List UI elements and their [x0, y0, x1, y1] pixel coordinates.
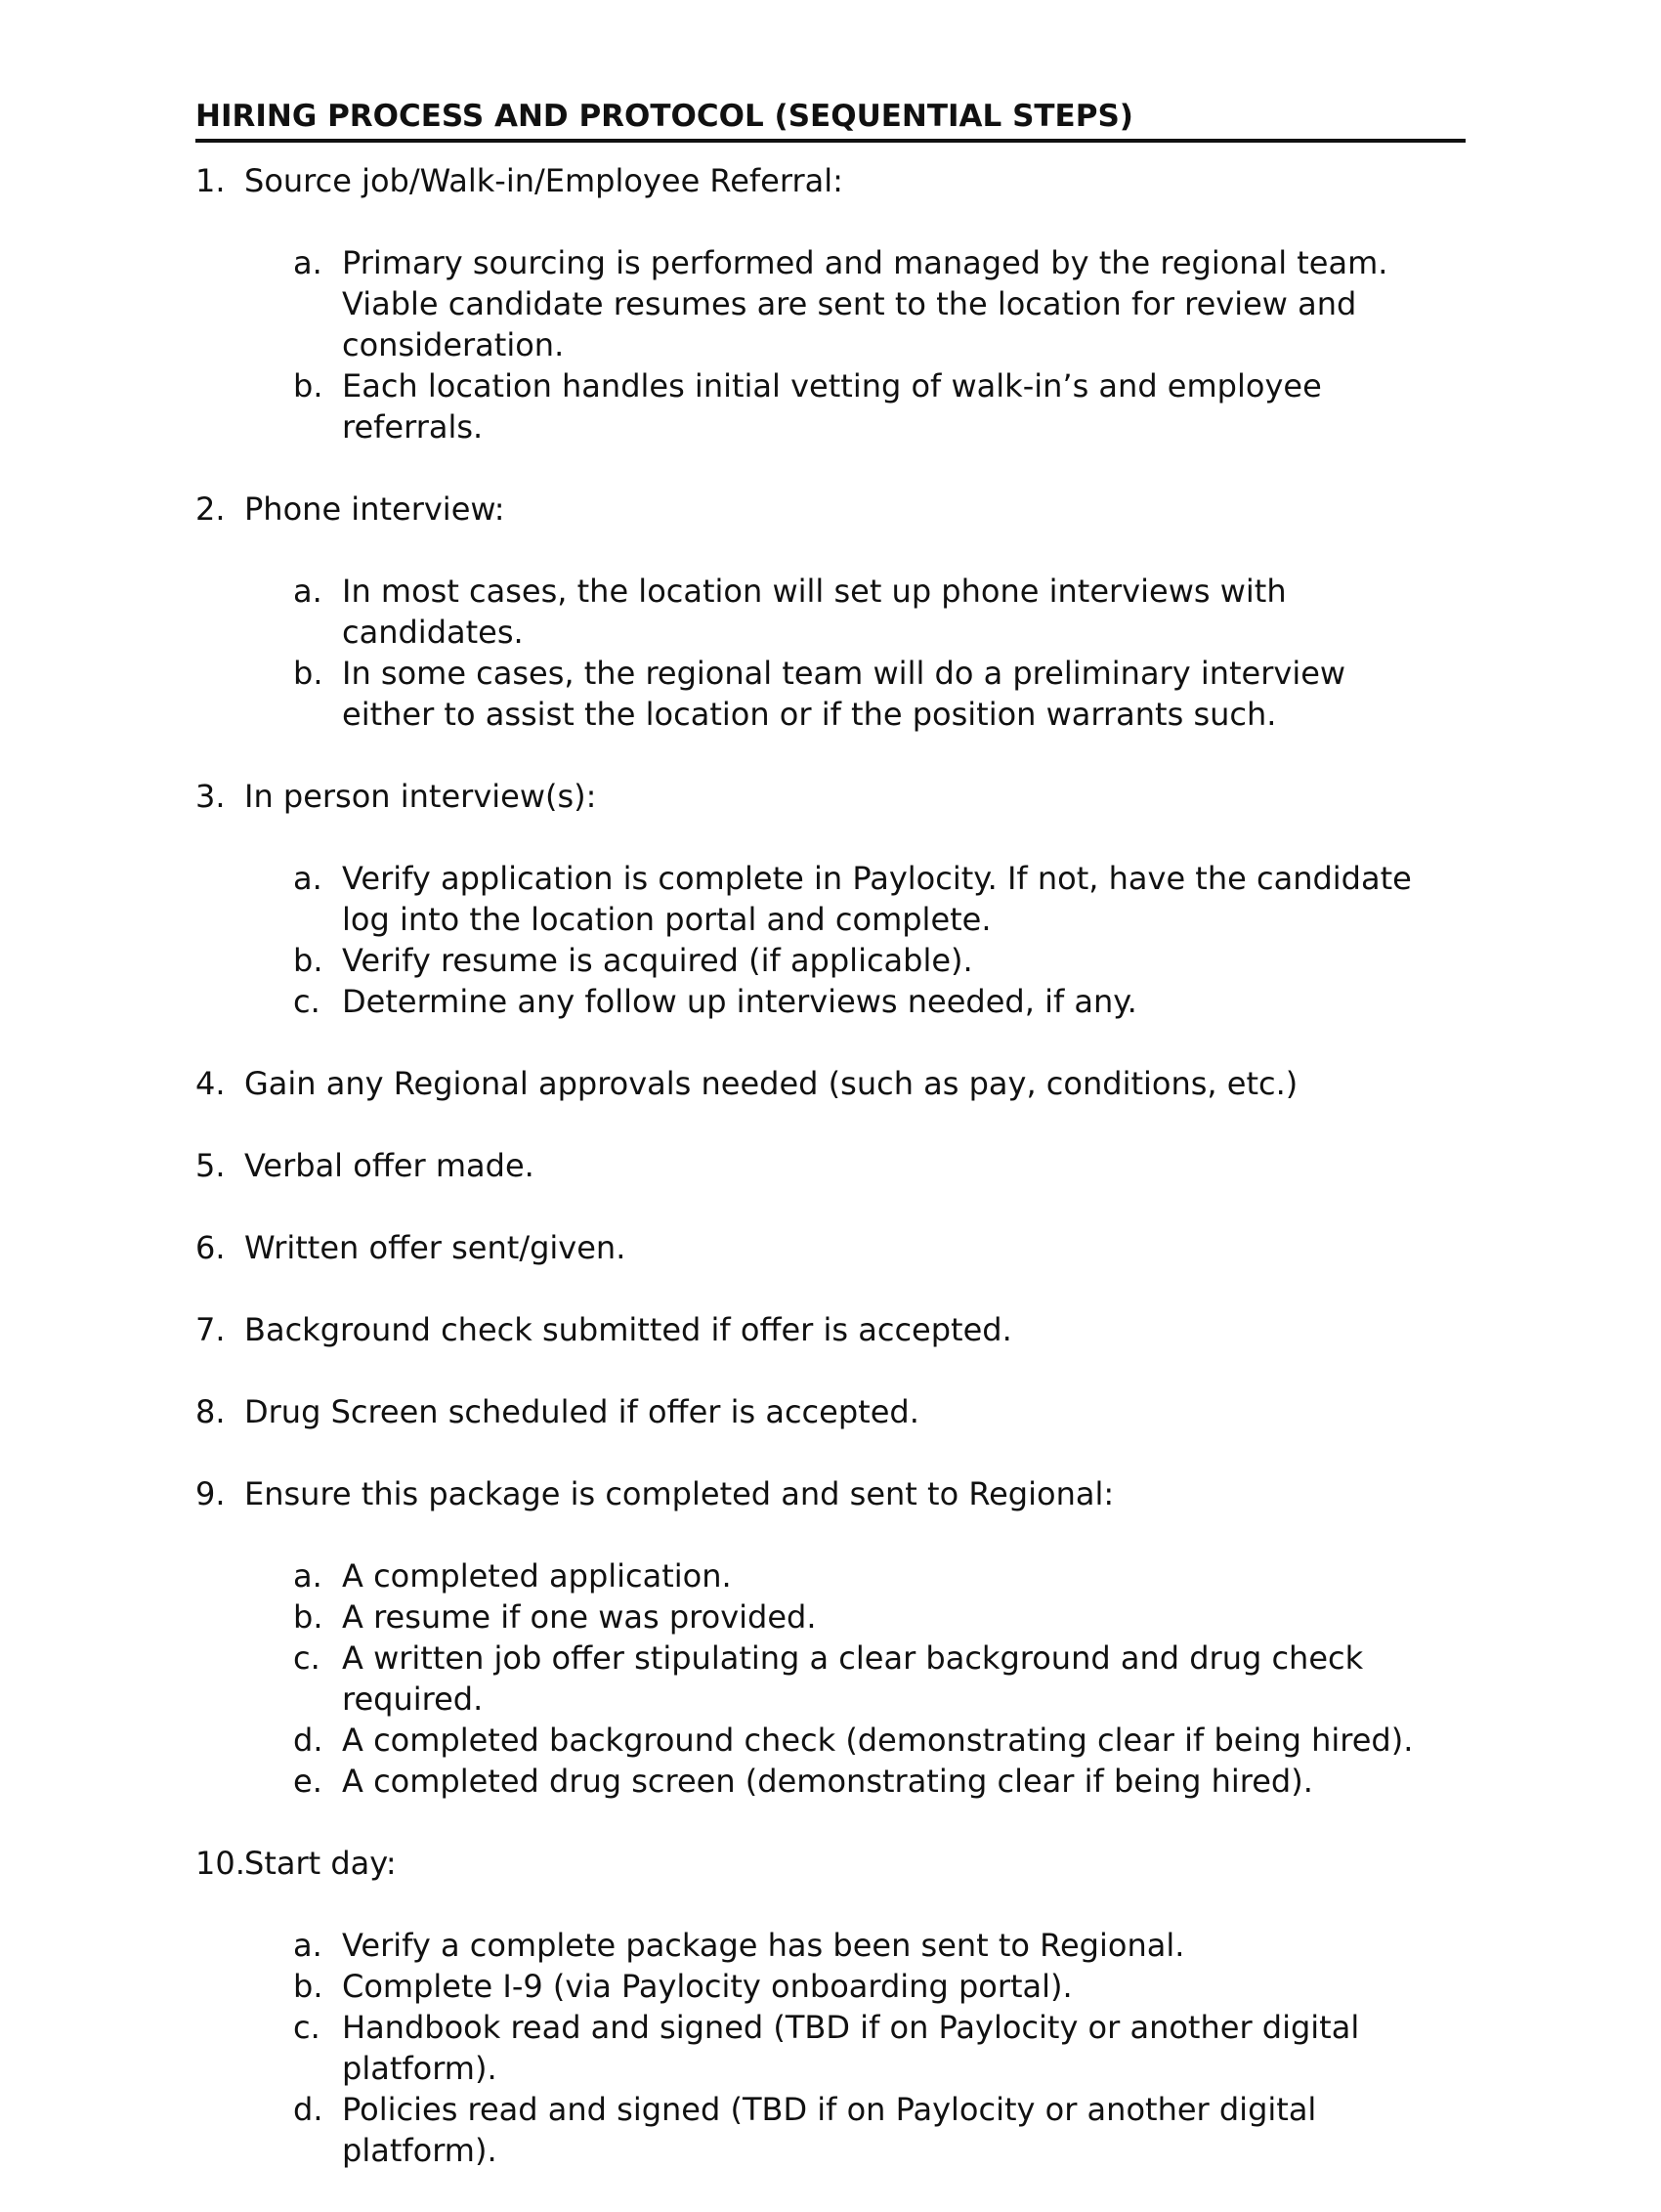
- sub-step-text: A written job offer stipulating a clear background and drug check required.: [342, 1639, 1364, 1718]
- step-row: [195, 1391, 1466, 1432]
- sub-step-letter: b.: [293, 942, 323, 979]
- step-row: [195, 160, 1466, 201]
- step-number: 5.: [195, 1147, 226, 1184]
- step-number: 8.: [195, 1393, 226, 1430]
- sub-step-text: Verify application is complete in Paylocity. If not, have the candidate log into the location portal and complete.: [342, 860, 1412, 938]
- sub-step-text: A completed drug screen (demonstrating clear if being hired).: [342, 1763, 1313, 1800]
- sub-step-letter: c.: [293, 2009, 320, 2046]
- sub-step-text: A resume if one was provided.: [342, 1598, 817, 1636]
- step-text: Background check submitted if offer is accepted.: [244, 1311, 1012, 1348]
- step-row: [195, 1063, 1466, 1104]
- step-row: [195, 489, 1466, 530]
- sub-step-item: [195, 1925, 1427, 1966]
- step-number: 9.: [195, 1475, 226, 1512]
- step-row: [195, 776, 1466, 817]
- step-text: In person interview(s):: [244, 778, 597, 815]
- step-row: [195, 1145, 1466, 1186]
- sub-step-item: [195, 2007, 1427, 2089]
- sub-step-item: [195, 1638, 1427, 1720]
- sub-step-item: [195, 1596, 1427, 1638]
- sub-step-text: In some cases, the regional team will do a preliminary interview either to assist the location or if the position warrants such.: [342, 655, 1346, 733]
- step-item: [195, 489, 1466, 735]
- sub-step-text: A completed application.: [342, 1557, 732, 1595]
- sub-step-item: [195, 1761, 1427, 1802]
- sub-step-item: [195, 1555, 1427, 1596]
- sub-step-text: A completed background check (demonstrating clear if being hired).: [342, 1722, 1414, 1759]
- sub-step-letter: b.: [293, 1968, 323, 2005]
- sub-step-letter: a.: [293, 244, 322, 281]
- step-item: [195, 1473, 1466, 1802]
- sub-step-letter: b.: [293, 655, 323, 692]
- sub-step-letter: d.: [293, 2091, 323, 2128]
- sub-step-letter: e.: [293, 1763, 322, 1800]
- sub-step-item: [195, 242, 1427, 365]
- step-text: Ensure this package is completed and sent to Regional:: [244, 1475, 1115, 1512]
- sub-step-text: Policies read and signed (TBD if on Paylocity or another digital platform).: [342, 2091, 1317, 2169]
- sub-step-letter: a.: [293, 1557, 322, 1595]
- steps-list: [195, 160, 1466, 2171]
- sub-step-letter: a.: [293, 860, 322, 897]
- step-item: [195, 1843, 1466, 2171]
- step-number: 7.: [195, 1311, 226, 1348]
- sub-step-item: [195, 1720, 1427, 1761]
- step-item: [195, 1145, 1466, 1186]
- sub-step-letter: c.: [293, 983, 320, 1020]
- sub-step-letter: a.: [293, 573, 322, 610]
- sub-step-text: Complete I-9 (via Paylocity onboarding portal).: [342, 1968, 1073, 2005]
- step-row: [195, 1227, 1466, 1268]
- step-number: 2.: [195, 490, 226, 528]
- sub-step-letter: b.: [293, 1598, 323, 1636]
- sub-step-item: [195, 981, 1427, 1022]
- step-row: [195, 1473, 1466, 1514]
- step-item: [195, 776, 1466, 1022]
- step-row: [195, 1309, 1466, 1350]
- sub-step-text: Each location handles initial vetting of walk-in’s and employee referrals.: [342, 367, 1322, 446]
- sub-step-list: [195, 858, 1466, 1022]
- step-item: [195, 1391, 1466, 1432]
- step-number: 4.: [195, 1065, 226, 1102]
- sub-step-letter: b.: [293, 367, 323, 404]
- sub-step-item: [195, 653, 1427, 735]
- step-item: [195, 160, 1466, 447]
- sub-step-letter: c.: [293, 1639, 320, 1677]
- step-text: Source job/Walk-in/Employee Referral:: [244, 162, 843, 199]
- step-number: 3.: [195, 778, 226, 815]
- sub-step-item: [195, 1966, 1427, 2007]
- sub-step-list: [195, 242, 1466, 447]
- sub-step-text: Determine any follow up interviews needed, if any.: [342, 983, 1137, 1020]
- sub-step-item: [195, 571, 1427, 653]
- sub-step-text: In most cases, the location will set up phone interviews with candidates.: [342, 573, 1287, 651]
- page-title: HIRING PROCESS AND PROTOCOL (SEQUENTIAL STEPS): [195, 96, 1466, 143]
- sub-step-list: [195, 1925, 1466, 2171]
- step-text: Verbal offer made.: [244, 1147, 534, 1184]
- step-text: Gain any Regional approvals needed (such as pay, conditions, etc.): [244, 1065, 1299, 1102]
- sub-step-item: [195, 858, 1427, 940]
- sub-step-item: [195, 365, 1427, 447]
- step-number: 1.: [195, 162, 226, 199]
- step-item: [195, 1227, 1466, 1268]
- sub-step-text: Primary sourcing is performed and managed by the regional team. Viable candidate resumes are sent to the location for review and consideration.: [342, 244, 1388, 363]
- step-item: [195, 1309, 1466, 1350]
- sub-step-item: [195, 940, 1427, 981]
- sub-step-letter: d.: [293, 1722, 323, 1759]
- sub-step-list: [195, 1555, 1466, 1802]
- sub-step-text: Handbook read and signed (TBD if on Paylocity or another digital platform).: [342, 2009, 1360, 2087]
- sub-step-item: [195, 2089, 1427, 2171]
- step-text: Drug Screen scheduled if offer is accepted.: [244, 1393, 919, 1430]
- step-row: [195, 1843, 1466, 1884]
- step-text: Start day:: [244, 1845, 397, 1882]
- sub-step-list: [195, 571, 1466, 735]
- sub-step-letter: a.: [293, 1927, 322, 1964]
- sub-step-text: Verify a complete package has been sent to Regional.: [342, 1927, 1185, 1964]
- step-text: Phone interview:: [244, 490, 505, 528]
- document-page: [195, 96, 1466, 2212]
- sub-step-text: Verify resume is acquired (if applicable).: [342, 942, 973, 979]
- step-number: 10.: [195, 1845, 245, 1882]
- step-number: 6.: [195, 1229, 226, 1266]
- step-item: [195, 1063, 1466, 1104]
- step-text: Written offer sent/given.: [244, 1229, 626, 1266]
